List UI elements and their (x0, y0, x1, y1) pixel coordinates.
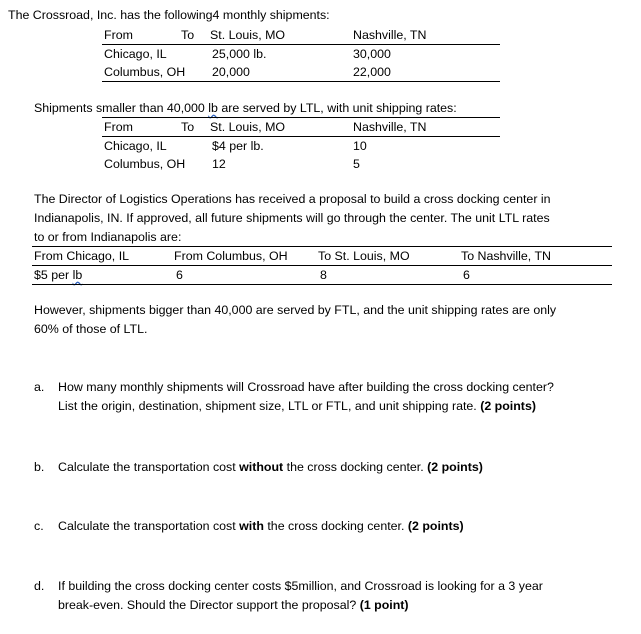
ftl-line-1: However, shipments bigger than 40,000 are served by FTL, and the unit shipping rates are only (34, 303, 557, 317)
question-a-line-2: List the origin, destination, shipment size, LTL or FTL, and unit shipping rate. (2 points) (58, 399, 536, 413)
table1-header-st-louis: St. Louis, MO (210, 28, 286, 42)
table2-row1-st-louis: $4 per lb. (212, 139, 264, 153)
table3-bottom-rule (32, 284, 612, 285)
table1-row2-nashville: 22,000 (353, 65, 391, 79)
table1-row1-nashville: 30,000 (353, 47, 391, 61)
table3-value-to-nashville: 6 (463, 268, 470, 282)
question-a-marker: a. (34, 380, 45, 394)
question-d-line-2: break-even. Should the Director support the proposal? (1 point) (58, 598, 409, 612)
question-d-line-1: If building the cross docking center costs $5million, and Crossroad is looking for a 3 year (58, 579, 543, 593)
table1-header-rule (102, 44, 500, 45)
table2-header-from: From (104, 120, 133, 134)
table1-row2-st-louis: 20,000 (212, 65, 250, 79)
table2-row2-st-louis: 12 (212, 157, 226, 171)
table3-value-from-columbus: 6 (176, 268, 183, 282)
table3-header-to-nashville: To Nashville, TN (461, 249, 551, 263)
table3-header-from-chicago: From Chicago, IL (34, 249, 130, 263)
table1-row1-origin: Chicago, IL (104, 47, 167, 61)
table2-top-rule (102, 117, 500, 118)
table3-top-rule (32, 246, 612, 247)
question-d-marker: d. (34, 579, 45, 593)
table1-header-nashville: Nashville, TN (353, 28, 427, 42)
question-a-line-1: How many monthly shipments will Crossroad have after building the cross docking center? (58, 380, 554, 394)
table1-row1-st-louis: 25,000 lb. (212, 47, 267, 61)
ltl-text: Shipments smaller than 40,000 lb are served by LTL, with unit shipping rates: (34, 101, 457, 115)
table2-header-rule (102, 136, 500, 137)
table3-header-rule (32, 265, 612, 266)
table2-header-to: To (181, 120, 195, 134)
table3-header-to-st-louis: To St. Louis, MO (318, 249, 410, 263)
table2-row1-origin: Chicago, IL (104, 139, 167, 153)
table1-bottom-rule (102, 81, 500, 82)
table3-value-to-st-louis: 8 (320, 268, 327, 282)
table2-row2-nashville: 5 (353, 157, 360, 171)
table3-header-from-columbus: From Columbus, OH (174, 249, 288, 263)
question-c-marker: c. (34, 519, 44, 533)
table1-header-to: To (181, 28, 195, 42)
question-c-text: Calculate the transportation cost with the cross docking center. (2 points) (58, 519, 464, 533)
question-b-marker: b. (34, 460, 45, 474)
proposal-line-3: to or from Indianapolis are: (34, 230, 182, 244)
proposal-line-2: Indianapolis, IN. If approved, all future shipments will go through the center. The unit LTL rates (34, 211, 550, 225)
table3-value-from-chicago: $5 per lb (34, 268, 83, 282)
proposal-line-1: The Director of Logistics Operations has received a proposal to build a cross docking center in (34, 192, 551, 206)
table2-header-nashville: Nashville, TN (353, 120, 427, 134)
table1-row2-origin: Columbus, OH (104, 65, 186, 79)
ftl-line-2: 60% of those of LTL. (34, 322, 148, 336)
table2-row1-nashville: 10 (353, 139, 367, 153)
table2-row2-origin: Columbus, OH (104, 157, 186, 171)
table1-header-from: From (104, 28, 133, 42)
question-b-text: Calculate the transportation cost without the cross docking center. (2 points) (58, 460, 483, 474)
intro-text: The Crossroad, Inc. has the following4 monthly shipments: (8, 8, 330, 22)
table2-header-st-louis: St. Louis, MO (210, 120, 286, 134)
